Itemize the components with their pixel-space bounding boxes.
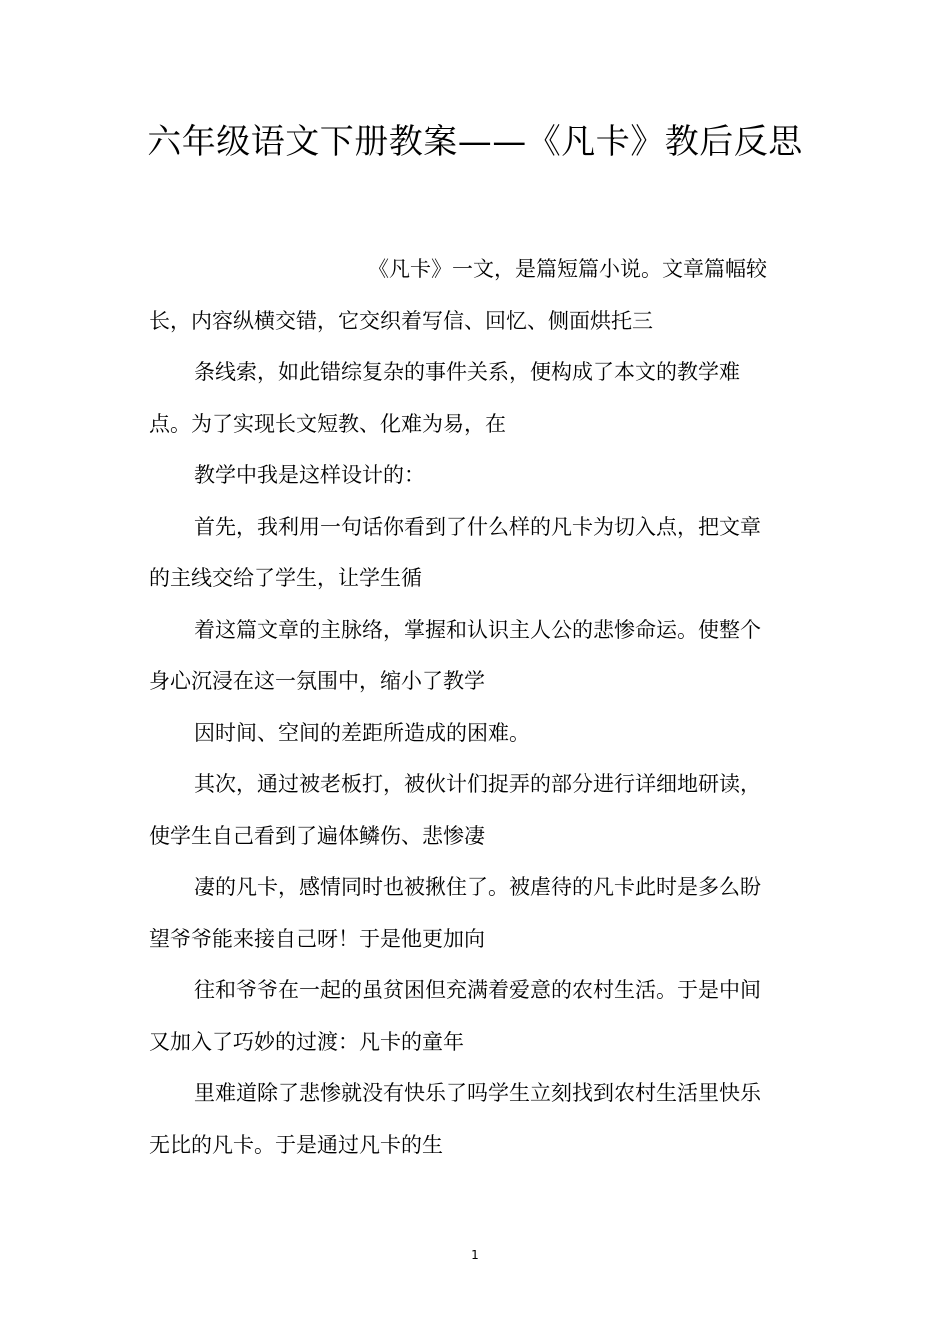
body-line: 的主线交给了学生，让学生循 <box>149 566 422 590</box>
document-title: 六年级语文下册教案——《凡卡》教后反思 <box>147 122 803 162</box>
body-line: 教学中我是这样设计的： <box>194 463 425 487</box>
body-line: 望爷爷能来接自己呀！于是他更加向 <box>149 926 485 951</box>
body-line: 无比的凡卡。于是通过凡卡的生 <box>149 1132 443 1157</box>
page-number: 1 <box>471 1248 479 1262</box>
body-line: 条线索，如此错综复杂的事件关系，便构成了本文的教学难 <box>194 360 740 384</box>
body-line: 凄的凡卡，感情同时也被揪住了。被虐待的凡卡此时是多么盼 <box>194 875 761 899</box>
body-line: 往和爷爷在一起的虽贫困但充满着爱意的农村生活。于是中间 <box>194 978 761 1002</box>
body-line: 首先，我利用一句话你看到了什么样的凡卡为切入点，把文章 <box>194 514 761 539</box>
body-line: 其次，通过被老板打，被伙计们捉弄的部分进行详细地研读， <box>194 772 761 796</box>
body-line: 使学生自己看到了遍体鳞伤、悲惨凄 <box>149 823 485 848</box>
body-line: 点。为了实现长文短教、化难为易，在 <box>149 411 506 436</box>
body-line: 着这篇文章的主脉络，掌握和认识主人公的悲惨命运。使整个 <box>194 617 761 642</box>
body-line: 里难道除了悲惨就没有快乐了吗学生立刻找到农村生活里快乐 <box>194 1081 761 1105</box>
body-line: 又加入了巧妙的过渡：凡卡的童年 <box>149 1029 464 1054</box>
document-body <box>149 244 809 1171</box>
body-line: 长，内容纵横交错，它交织着写信、回忆、侧面烘托三 <box>149 308 653 333</box>
body-line: 《凡卡》一文，是篇短篇小说。文章篇幅较 <box>368 257 767 281</box>
body-line: 因时间、空间的差距所造成的困难。 <box>194 720 530 745</box>
body-line: 身心沉浸在这一氛围中，缩小了教学 <box>149 669 485 693</box>
